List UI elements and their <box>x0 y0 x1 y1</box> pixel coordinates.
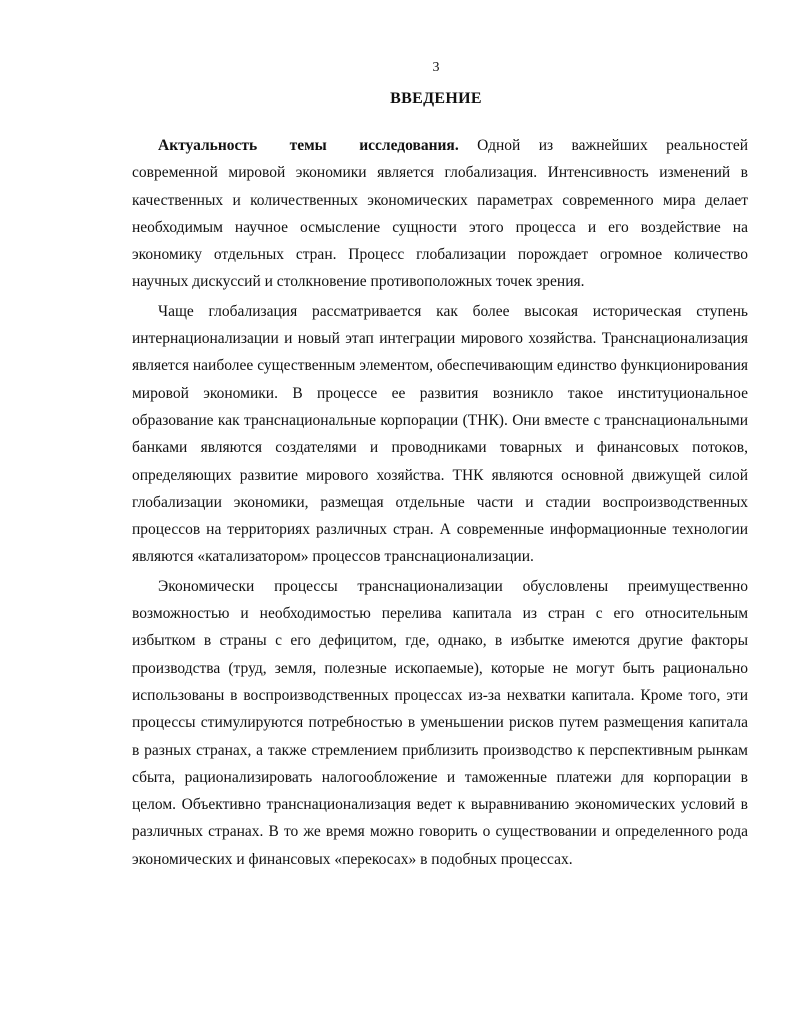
paragraph-2: Чаще глобализация рассматривается как более высокая историческая ступень интернационализации и новый этап интеграции мирового хозяйства. Транснационализация является наиболее существенным элементом, обеспечивающим единство функционирования мировой экономики. В процессе ее развития возникло такое институциональное образование как транснациональные корпорации (ТНК). Они вместе с транснациональными банками являются создателями и проводниками товарных и финансовых потоков, определяющих развитие мирового хозяйства. ТНК являются основной движущей силой глобализации экономики, размещая отдельные части и стадии воспроизводственных процессов на территориях различных стран. А современные информационные технологии являются «катализатором» процессов транснационализации. <box>132 302 748 566</box>
paragraph-1-lead: Актуальность темы исследования. <box>158 137 459 154</box>
paragraph-3: Экономически процессы транснационализации обусловлены преимущественно возможностью и необходимостью перелива капитала из стран с его относительным избытком в страны с его дефицитом, где, однако, в избытке имеются другие факторы производства (труд, земля, полезные ископаемые), которые не могут быть рационально использованы в воспроизводственных процессах из-за нехватки капитала. Кроме того, эти процессы стимулируются потребностью в уменьшении рисков путем размещения капитала в разных странах, а также стремлением приблизить производство к перспективным рынкам сбыта, рационализировать налогообложение и таможенные платежи для корпорации в целом. Объективно транснационализация ведет к выравниванию экономических условий в различных странах. В то же время можно говорить о существовании и определенного рода экономических и финансовых «перекосах» в подобных процессах. <box>132 577 748 868</box>
paragraph-1 <box>132 132 748 296</box>
document-body <box>132 132 748 873</box>
page-title: ВВЕДЕНИЕ <box>390 90 482 107</box>
paragraph-1-text: Одной из важнейших реальностей современной мировой экономики является глобализация. Интенсивность изменений в качественных и количественных экономических параметрах современного мира делает необходимым научное осмысление сущности этого процесса и его воздействие на экономику отдельных стран. Процесс глобализации порождает огромное количество научных дискуссий и столкновение противоположных точек зрения. <box>132 137 749 291</box>
page-number: 3 <box>432 60 440 75</box>
